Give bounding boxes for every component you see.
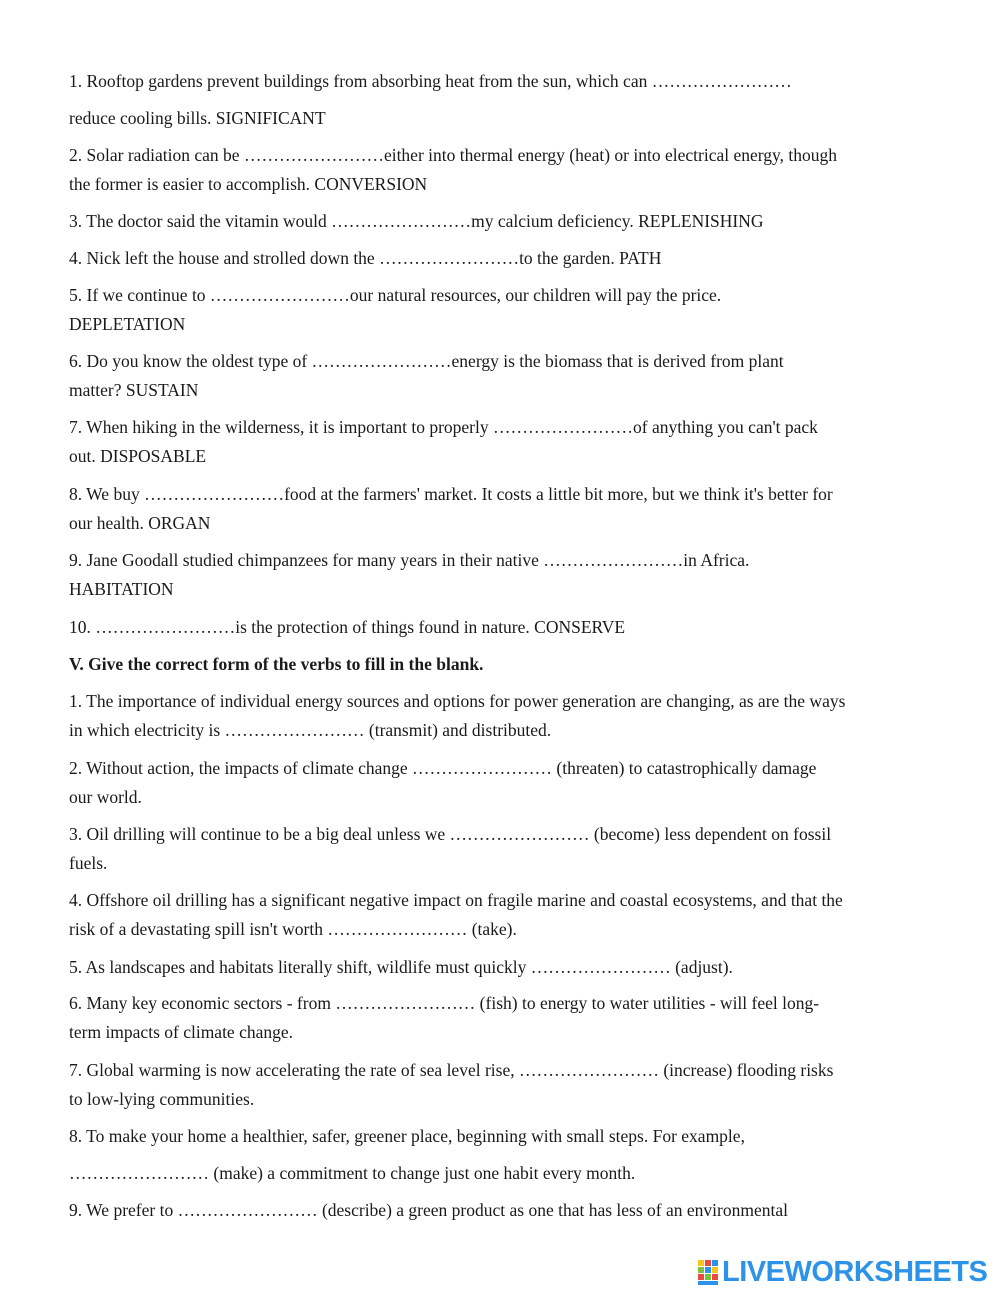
v-item-1-line1: 1. The importance of individual energy sources and options for power generation are changing, as are the ways — [69, 691, 846, 711]
v-item-6-line1: 6. Many key economic sectors - from …………………… (fish) to energy to water utilities - will feel long- — [69, 993, 820, 1013]
iv-item-8-line2: our health. ORGAN — [69, 513, 211, 533]
v-item-4-line2: risk of a devastating spill isn't worth …………………… (take). — [69, 919, 517, 939]
v-item-7-line2: to low-lying communities. — [69, 1089, 255, 1109]
iv-item-10-line1: 10. ……………………is the protection of things found in nature. CONSERVE — [69, 617, 626, 637]
iv-item-7-line1: 7. When hiking in the wilderness, it is important to properly ……………………of anything you can't pack — [69, 417, 818, 437]
iv-item-9-line2: HABITATION — [69, 579, 174, 599]
v-item-6-line2: term impacts of climate change. — [69, 1022, 294, 1042]
iv-item-2-line2: the former is easier to accomplish. CONVERSION — [69, 174, 428, 194]
liveworksheets-logo — [697, 1252, 987, 1292]
iv-item-5-line2: DEPLETATION — [69, 314, 186, 334]
v-item-2-line2: our world. — [69, 787, 142, 807]
iv-item-2-line1: 2. Solar radiation can be ……………………either into thermal energy (heat) or into electrical energy, though — [69, 145, 837, 165]
v-item-2-line1: 2. Without action, the impacts of climate change …………………… (threaten) to catastrophically damage — [69, 758, 817, 778]
iv-item-5-line1: 5. If we continue to ……………………our natural resources, our children will pay the price. — [69, 285, 722, 305]
v-item-3-line2: fuels. — [69, 853, 108, 873]
iv-item-6-line1: 6. Do you know the oldest type of ……………………energy is the biomass that is derived from plant — [69, 351, 784, 371]
v-item-8-line2: …………………… (make) a commitment to change just one habit every month. — [69, 1163, 636, 1183]
iv-item-6-line2: matter? SUSTAIN — [69, 380, 199, 400]
iv-item-3-line1: 3. The doctor said the vitamin would ……………………my calcium deficiency. REPLENISHING — [69, 211, 764, 231]
iv-item-4-line1: 4. Nick left the house and strolled down the ……………………to the garden. PATH — [69, 248, 662, 268]
v-item-5-line1: 5. As landscapes and habitats literally shift, wildlife must quickly …………………… (adjust). — [69, 957, 733, 977]
v-item-9-line1: 9. We prefer to …………………… (describe) a green product as one that has less of an environmental — [69, 1200, 788, 1220]
v-item-8-line1: 8. To make your home a healthier, safer, greener place, beginning with small steps. For example, — [69, 1126, 745, 1146]
v-item-7-line1: 7. Global warming is now accelerating the rate of sea level rise, …………………… (increase) flooding risks — [69, 1060, 834, 1080]
iv-item-7-line2: out. DISPOSABLE — [69, 446, 207, 466]
liveworksheets-wordmark: LIVEWORKSHEETS — [722, 1256, 988, 1288]
v-item-1-line2: in which electricity is …………………… (transmit) and distributed. — [69, 720, 552, 740]
v-item-4-line1: 4. Offshore oil drilling has a significant negative impact on fragile marine and coastal ecosystems, and that the — [69, 890, 843, 910]
iv-item-1-line2: reduce cooling bills. SIGNIFICANT — [69, 108, 326, 128]
iv-item-1-line1: 1. Rooftop gardens prevent buildings from absorbing heat from the sun, which can …………………… — [69, 71, 792, 91]
iv-item-9-line1: 9. Jane Goodall studied chimpanzees for many years in their native ……………………in Africa. — [69, 550, 750, 570]
v-item-3-line1: 3. Oil drilling will continue to be a big deal unless we …………………… (become) less dependent on fossil — [69, 824, 832, 844]
iv-item-8-line1: 8. We buy ……………………food at the farmers' market. It costs a little bit more, but we think it's better for — [69, 484, 833, 504]
liveworksheets-badge-icon — [697, 1258, 719, 1286]
section-heading-v: V. Give the correct form of the verbs to fill in the blank. — [69, 654, 484, 674]
